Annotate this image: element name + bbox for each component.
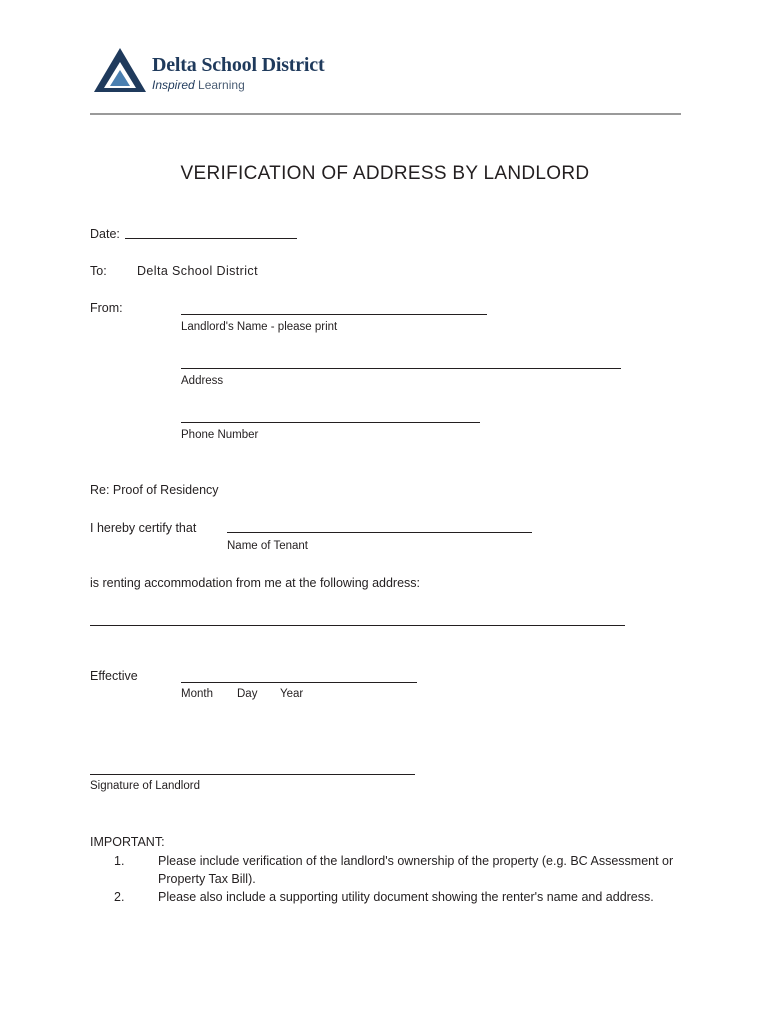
logo-name: Delta School District xyxy=(152,54,325,76)
list-item-number: 1. xyxy=(114,854,125,868)
list-item xyxy=(114,852,714,888)
tenant-name-caption: Name of Tenant xyxy=(227,540,308,552)
important-heading: IMPORTANT: xyxy=(90,835,165,849)
landlord-address-line[interactable] xyxy=(181,368,621,369)
list-item-number: 2. xyxy=(114,890,125,904)
tenant-name-line[interactable] xyxy=(227,532,532,533)
re-line: Re: Proof of Residency xyxy=(90,483,219,497)
effective-label: Effective xyxy=(90,669,138,683)
date-label: Date: xyxy=(90,227,120,241)
rental-address-line[interactable] xyxy=(90,625,625,626)
to-label: To: xyxy=(90,264,107,278)
landlord-address-caption: Address xyxy=(181,375,224,387)
renting-statement: is renting accommodation from me at the following address: xyxy=(90,576,421,590)
to-value: Delta School District xyxy=(137,264,258,278)
effective-date-line[interactable] xyxy=(181,682,417,683)
date-blank-line[interactable] xyxy=(125,238,297,239)
district-logo xyxy=(92,46,352,96)
signature-line[interactable] xyxy=(90,774,415,775)
signature-caption: Signature of Landlord xyxy=(90,780,200,792)
landlord-name-line[interactable] xyxy=(181,314,487,315)
delta-triangle-icon xyxy=(92,46,148,94)
header-divider xyxy=(90,113,681,115)
logo-tagline: Inspired Learning xyxy=(152,78,245,92)
list-item xyxy=(114,888,714,924)
year-caption: Year xyxy=(280,688,304,700)
certify-label: I hereby certify that xyxy=(90,521,197,535)
from-label: From: xyxy=(90,301,123,315)
landlord-phone-caption: Phone Number xyxy=(181,429,259,441)
landlord-phone-line[interactable] xyxy=(181,422,480,423)
landlord-name-caption: Landlord's Name - please print xyxy=(181,321,338,333)
list-item-text: Please also include a supporting utility document showing the renter's name and address. xyxy=(158,890,654,904)
list-item-text: Please include verification of the landlord's ownership of the property (e.g. BC Assessment or Property Tax Bill). xyxy=(158,854,674,886)
month-caption: Month xyxy=(181,688,213,700)
day-caption: Day xyxy=(237,688,258,700)
document-title: VERIFICATION OF ADDRESS BY LANDLORD xyxy=(180,163,590,184)
